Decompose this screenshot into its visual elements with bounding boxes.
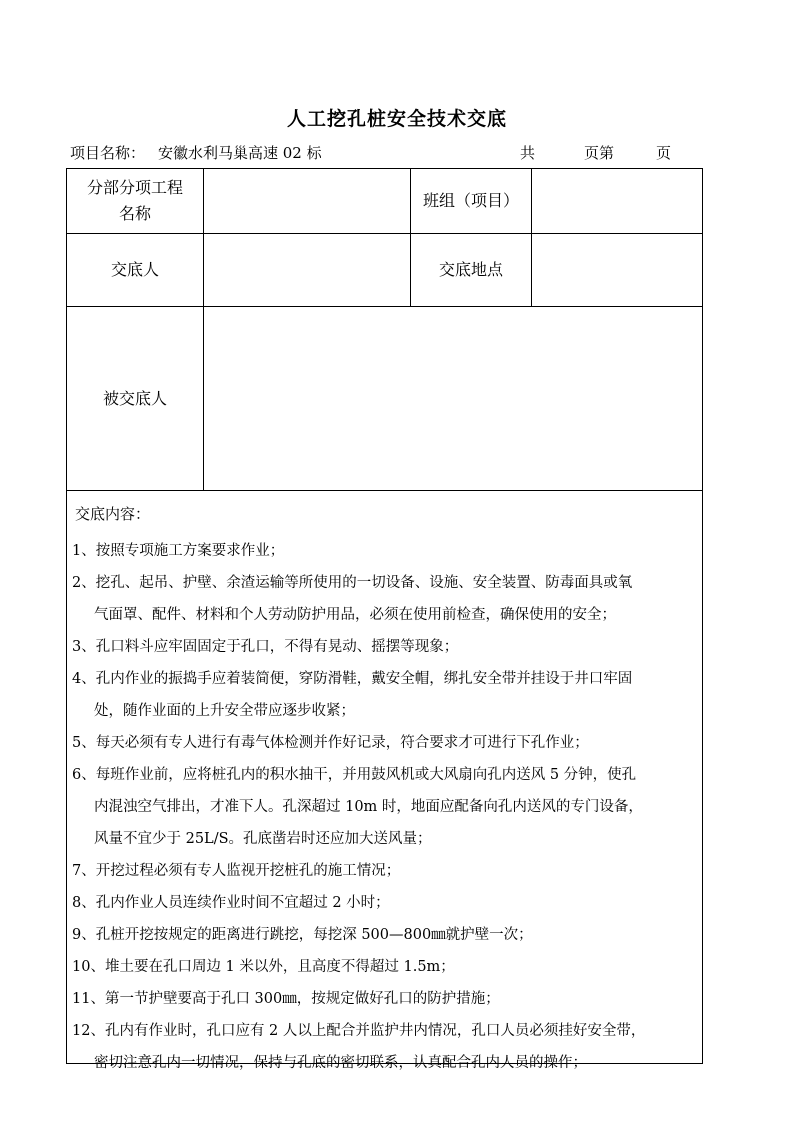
recipient-label: 被交底人 (102, 388, 167, 408)
document-title: 人工挖孔桩安全技术交底 (286, 108, 507, 130)
list-item: 7、开挖过程必须有专人监视开挖桩孔的施工情况； (72, 863, 401, 879)
discloser-value[interactable] (204, 234, 410, 306)
list-item: 5、每天必须有专人进行有毒气体检测并作好记录，符合要求才可进行下孔作业； (72, 735, 589, 751)
subproject-label-line2: 名称 (118, 204, 151, 223)
list-item: 6、每班作业前，应将桩孔内的积水抽干，并用鼓风机或大风扇向孔内送风 5 分钟，使孔 内混浊空气排出，才准下人。孔深超过 10m 时，地面应配备向孔内送风的专门设备， 风量不宜少于 25L/S。孔底凿岩时还应加大送风量； (72, 767, 643, 847)
list-item: 1、按照专项施工方案要求作业； (72, 543, 285, 559)
list-item: 10、堆土要在孔口周边 1 米以外，且高度不得超过 1.5m； (72, 959, 455, 975)
page-mid-label: 页第 (584, 144, 615, 162)
project-name: 安徽水利马巢高速 02 标 (158, 144, 322, 162)
recipient-value[interactable] (204, 307, 702, 490)
content-heading: 交底内容： (75, 505, 151, 523)
location-value[interactable] (532, 234, 702, 306)
disclosure-form (66, 168, 703, 1071)
list-item: 11、第一节护壁要高于孔口 300㎜，按规定做好孔口的防护措施； (72, 991, 500, 1007)
location-label: 交底地点 (438, 260, 503, 279)
team-label: 班组（项目） (422, 191, 519, 210)
subproject-value[interactable] (204, 169, 410, 233)
discloser-label: 交底人 (110, 260, 159, 279)
subproject-label-line1: 分部分项工程 (86, 178, 183, 197)
page-total-label: 共 (520, 144, 536, 162)
project-label: 项目名称： (70, 144, 146, 162)
page-end-label: 页 (656, 144, 672, 162)
subproject-label (67, 169, 203, 233)
list-item: 4、孔内作业的振捣手应着装简便，穿防滑鞋，戴安全帽，绑扎安全带并挂设于井口牢固 处，随作业面的上升安全带应逐步收紧； (72, 671, 633, 719)
list-item: 8、孔内作业人员连续作业时间不宜超过 2 小时； (72, 895, 390, 911)
list-item: 9、孔桩开挖按规定的距离进行跳挖，每挖深 500—800㎜就护壁一次； (72, 927, 533, 943)
team-value[interactable] (532, 169, 702, 233)
row-divider (67, 490, 702, 491)
list-item: 3、孔口料斗应牢固固定于孔口，不得有晃动、摇摆等现象； (72, 639, 459, 655)
list-item: 12、孔内有作业时，孔口应有 2 人以上配合并监护井内情况，孔口人员必须挂好安全带， 密切注意孔内一切情况，保持与孔底的密切联系，认真配合孔内人员的操作； (72, 1023, 646, 1071)
list-item: 2、挖孔、起吊、护壁、余渣运输等所使用的一切设备、设施、安全装置、防毒面具或氧 气面罩、配件、材料和个人劳动防护用品，必须在使用前检查，确保使用的安全； (72, 575, 633, 623)
